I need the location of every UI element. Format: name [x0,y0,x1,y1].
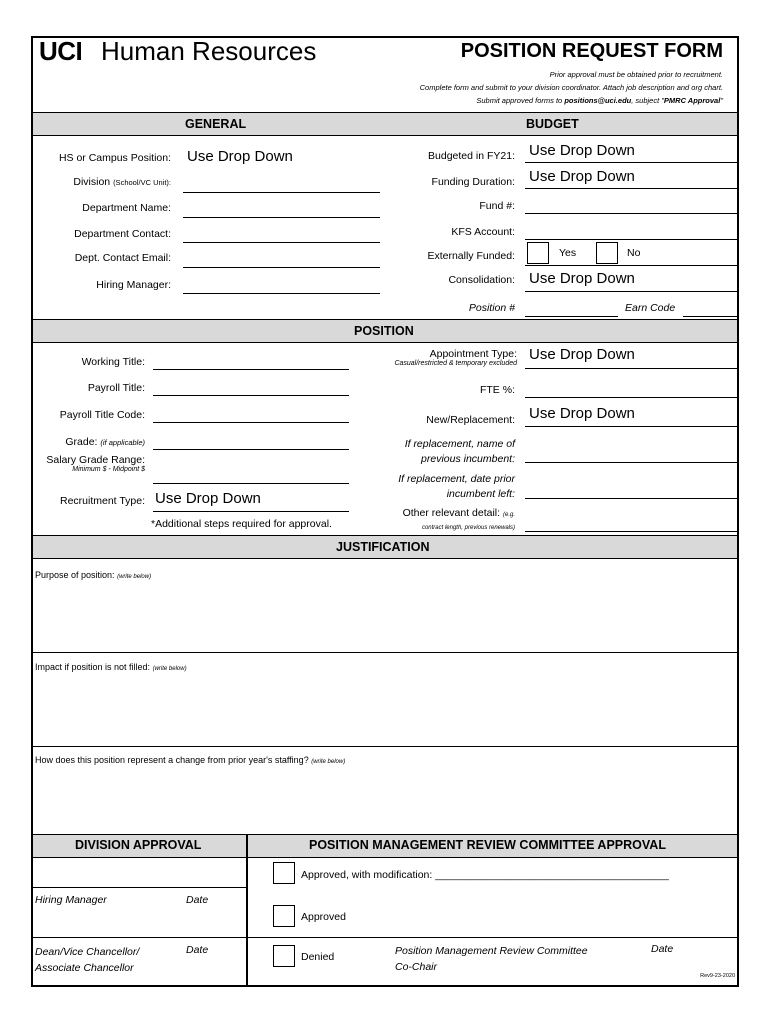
payroll-code-label: Payroll Title Code: [59,409,145,421]
approved-with-modification-label: Approved, with modification: ________________________________________ [301,869,669,881]
fte-field[interactable] [525,397,737,398]
appointment-type-select[interactable]: Use Drop Down [529,346,635,363]
staffing-change-question: How does this position represent a change from prior year's staffing? (write below) [35,755,346,765]
earn-code-field[interactable] [683,316,737,317]
hiring-manager-signature-line[interactable] [33,887,247,888]
budgeted-underline [525,162,737,163]
hiring-manager-field[interactable] [183,293,380,294]
division-approval-heading: DIVISION APPROVAL [75,838,202,852]
new-replacement-select[interactable]: Use Drop Down [529,405,635,422]
additional-steps-note: *Additional steps required for approval. [151,518,332,530]
payroll-title-label: Payroll Title: [87,382,145,394]
department-name-label: Department Name: [82,202,171,214]
consolidation-select[interactable]: Use Drop Down [529,270,635,287]
position-number-field[interactable] [525,316,618,317]
hs-campus-select[interactable]: Use Drop Down [187,148,293,165]
funding-duration-select[interactable]: Use Drop Down [529,168,635,185]
new-replacement-label: New/Replacement: [426,414,515,426]
funding-duration-label: Funding Duration: [431,176,515,188]
new-replacement-underline [525,426,737,427]
fte-label: FTE %: [479,384,515,396]
externally-funded-yes-checkbox[interactable] [527,242,549,264]
division-field[interactable] [183,192,380,193]
justification-header [33,535,737,559]
other-detail-field[interactable] [525,531,737,532]
pmrc-approval-header [247,835,737,858]
purpose-question: Purpose of position: (write below) [35,570,152,580]
revision-label: Rev9-23-2020 [700,973,735,979]
incumbent-left-date-label: If replacement, date prior incumbent left: [398,473,515,500]
consolidation-label: Consolidation: [448,274,515,286]
approval-section [33,834,737,985]
grade-field[interactable] [153,449,349,450]
incumbent-left-date-field[interactable] [525,498,737,499]
approval-column-divider [246,835,248,986]
salary-range-field[interactable] [153,483,349,484]
externally-funded-underline [525,265,737,266]
other-detail-label: Other relevant detail: (e.g. contract length, previous renewals) [402,507,515,531]
grade-label: Grade: (if applicable) [65,436,145,448]
header-note-2: Complete form and submit to your division coordinator. Attach job description and org chart. [419,83,723,92]
working-title-field[interactable] [153,369,349,370]
general-heading: GENERAL [185,117,247,131]
payroll-code-field[interactable] [153,422,349,423]
recruitment-type-underline [153,511,349,512]
cochair-signature-line[interactable] [247,937,737,938]
division-approval-header [33,835,247,858]
header-note-1: Prior approval must be obtained prior to recruitment. [549,70,723,79]
budgeted-label: Budgeted in FY21: [428,150,515,162]
denied-checkbox[interactable] [273,945,295,967]
form-title: POSITION REQUEST FORM [460,40,723,62]
header-note-3: Submit approved forms to positions@uci.edu, subject "PMRC Approval" [476,96,723,105]
position-heading: POSITION [354,324,414,338]
divider-1 [33,652,737,653]
dean-date-label: Date [186,944,209,956]
division-label: Division (School/VC Unit): [73,176,171,188]
previous-incumbent-label: If replacement, name of previous incumbent: [404,438,515,465]
dept-email-label: Dept. Contact Email: [74,252,171,264]
budget-heading: BUDGET [526,117,579,131]
divider-2 [33,746,737,747]
consolidation-underline [525,291,737,292]
cochair-date-label: Date [651,943,674,955]
no-label: No [627,247,641,259]
hs-campus-label: HS or Campus Position: [58,152,171,164]
position-request-form [31,36,739,987]
position-header [33,319,737,343]
externally-funded-label: Externally Funded: [427,250,515,262]
hiring-manager-date-label: Date [186,894,209,906]
department-contact-field[interactable] [183,242,380,243]
impact-question: Impact if position is not filled: (write below) [35,662,187,672]
dean-sign-label: Dean/Vice Chancellor/ Associate Chancellor [35,946,140,974]
brand-title: Human Resources [101,36,317,66]
denied-label: Denied [301,951,335,963]
previous-incumbent-field[interactable] [525,462,737,463]
budgeted-select[interactable]: Use Drop Down [529,142,635,159]
externally-funded-no-checkbox[interactable] [596,242,618,264]
justification-heading: JUSTIFICATION [336,540,430,554]
dean-signature-line[interactable] [33,937,247,938]
approved-checkbox[interactable] [273,905,295,927]
kfs-account-label: KFS Account: [451,226,515,238]
appointment-type-underline [525,368,737,369]
department-name-field[interactable] [183,217,380,218]
earn-code-label: Earn Code [625,302,676,314]
approved-label: Approved [301,911,346,923]
impact-answer-area[interactable] [33,674,737,746]
recruitment-type-label: Recruitment Type: [59,495,145,507]
submit-email[interactable]: positions@uci.edu [564,96,632,105]
staffing-change-answer-area[interactable] [33,768,737,834]
yes-label: Yes [559,247,577,259]
fund-number-label: Fund #: [479,200,515,212]
kfs-account-field[interactable] [525,239,737,240]
uci-logo: UCI [39,36,83,66]
general-budget-header [33,112,737,136]
purpose-answer-area[interactable] [33,582,737,652]
position-number-label: Position # [468,302,515,314]
salary-range-label: Salary Grade Range: Minimum $ - Midpoint $ [46,454,145,473]
appointment-type-label: Appointment Type: Casual/restricted & temporary excluded [394,348,517,367]
funding-underline [525,188,737,189]
dept-email-field[interactable] [183,267,380,268]
pmrc-approval-heading: POSITION MANAGEMENT REVIEW COMMITTEE APPROVAL [309,838,666,852]
fund-number-field[interactable] [525,213,737,214]
payroll-title-field[interactable] [153,395,349,396]
hiring-manager-label: Hiring Manager: [96,279,171,291]
working-title-label: Working Title: [81,356,145,368]
hiring-manager-sign-label: Hiring Manager [35,894,107,906]
approved-with-modification-checkbox[interactable] [273,862,295,884]
recruitment-type-select[interactable]: Use Drop Down [155,490,261,507]
department-contact-label: Department Contact: [74,228,171,240]
cochair-sign-label: Position Management Review Committee Co-Chair [395,945,588,973]
